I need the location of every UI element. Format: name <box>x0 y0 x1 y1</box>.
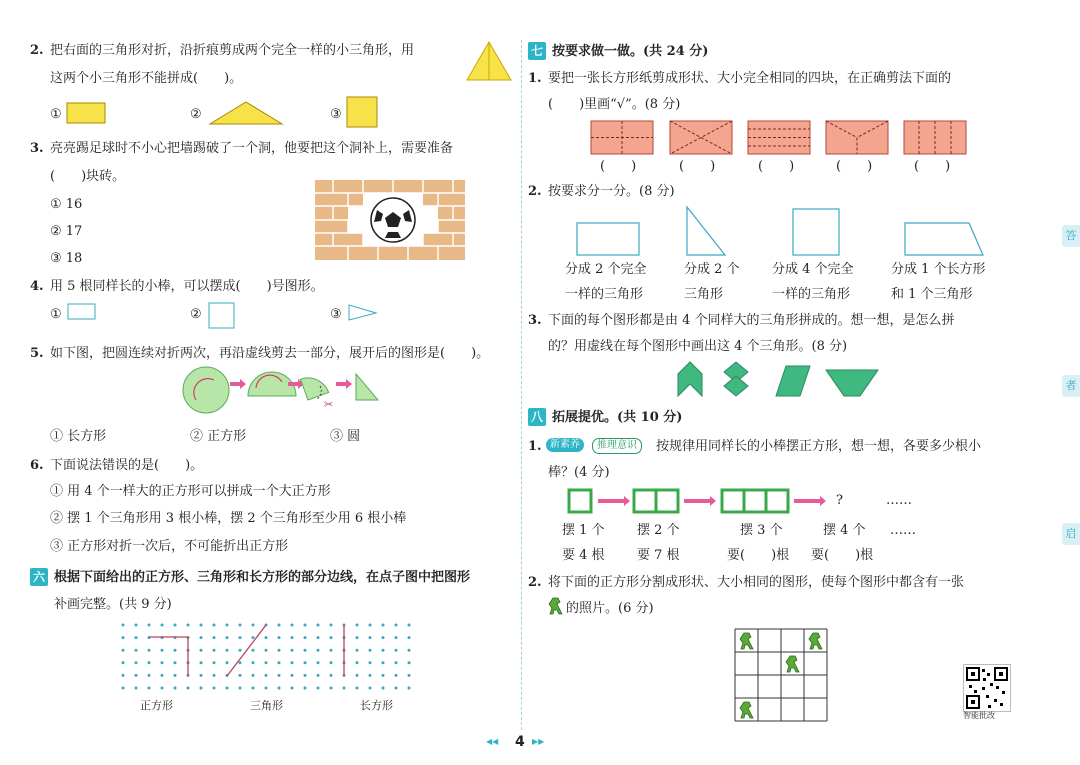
grid-dot <box>226 661 229 664</box>
grid-dot <box>135 687 138 690</box>
q2-big-triangle <box>465 40 513 82</box>
circle-folding-diagram <box>182 364 382 416</box>
dinosaur-photo <box>740 702 753 718</box>
q5-opt3: ③ 圆 <box>330 429 361 444</box>
side-tab-3: 启 <box>1062 523 1080 545</box>
r1-paren-5[interactable]: ( ) <box>914 159 951 174</box>
dinosaur-photo-icon <box>546 594 564 616</box>
photo-grid <box>734 628 828 722</box>
grid-dot <box>408 624 411 627</box>
q2-opt1-label: ① <box>50 107 62 122</box>
grid-dot <box>122 624 125 627</box>
grid-dot <box>356 661 359 664</box>
page-number: 4 <box>515 734 525 750</box>
e1-tag-literacy: 新素养 <box>546 438 584 452</box>
r1-number: 1. <box>528 71 542 86</box>
q6-opt1: ① 用 4 个一样大的正方形可以拼成一个大正方形 <box>50 484 331 499</box>
grid-dot <box>200 674 203 677</box>
q6-number: 6. <box>30 458 44 473</box>
r2-number: 2. <box>528 184 542 199</box>
grid-dot <box>408 649 411 652</box>
dotgrid-label-square: 正方形 <box>140 699 173 712</box>
grid-dot <box>239 649 242 652</box>
r1-paren-4[interactable]: ( ) <box>836 159 873 174</box>
dinosaur-photo <box>786 656 799 672</box>
q4-opt1-label: ① <box>50 307 62 322</box>
e1-tag-reasoning: 推理意识 <box>592 438 642 454</box>
r2-caption4-line1: 分成 1 个长方形 <box>891 262 986 277</box>
grid-dot <box>304 687 307 690</box>
grid-dot <box>135 649 138 652</box>
r1-paren-1[interactable]: ( ) <box>600 159 637 174</box>
e1-row1-3: 摆 3 个 <box>740 523 783 538</box>
grid-dot <box>213 687 216 690</box>
grid-dot <box>265 649 268 652</box>
grid-dot <box>174 687 177 690</box>
section-seven-title: 按要求做一做。(共 24 分) <box>552 44 709 59</box>
q6-text: 下面说法错误的是( )。 <box>50 458 204 473</box>
grid-dot <box>161 661 164 664</box>
grid-dot <box>122 687 125 690</box>
e1-row2-3[interactable]: 要( )根 <box>727 548 790 563</box>
grid-dot <box>278 661 281 664</box>
grid-dot <box>161 649 164 652</box>
e1-row2-1: 要 4 根 <box>562 548 605 563</box>
e1-line2: 棒？(4 分) <box>548 465 610 480</box>
grid-dot <box>356 674 359 677</box>
grid-dot <box>187 687 190 690</box>
e1-row2-4[interactable]: 要( )根 <box>811 548 874 563</box>
dotgrid-label-triangle: 三角形 <box>250 699 283 712</box>
grid-dot <box>161 687 164 690</box>
side-tab-2: 者 <box>1062 375 1080 397</box>
r1-paren-2[interactable]: ( ) <box>679 159 716 174</box>
paper-cut-options <box>590 120 970 156</box>
q2-opt3-label: ③ <box>330 107 342 122</box>
grid-dot <box>122 674 125 677</box>
grid-dot <box>213 661 216 664</box>
r2-caption3-line1: 分成 4 个完全 <box>772 262 854 277</box>
grid-dot <box>317 674 320 677</box>
dinosaur-photo <box>809 633 822 649</box>
grid-dot <box>382 649 385 652</box>
r3-line1: 下面的每个图形都是由 4 个同样大的三角形拼成的。想一想，是怎么拼 <box>548 313 955 328</box>
grid-dot <box>317 624 320 627</box>
section-seven-badge: 七 <box>528 42 546 60</box>
e1-row2-2: 要 7 根 <box>637 548 680 563</box>
grid-dot <box>239 661 242 664</box>
grid-dot <box>330 636 333 639</box>
e1-number: 1. <box>528 439 542 454</box>
q6-opt3: ③ 正方形对折一次后，不可能折出正方形 <box>50 539 289 554</box>
grid-dot <box>408 636 411 639</box>
grid-dot <box>200 661 203 664</box>
r2-caption1-line1: 分成 2 个完全 <box>565 262 647 277</box>
r2-caption4-line2: 和 1 个三角形 <box>891 287 973 302</box>
grid-dot <box>395 687 398 690</box>
q2-opt2-triangle <box>208 100 284 126</box>
division-shapes <box>575 205 995 257</box>
r2-caption3-line2: 一样的三角形 <box>772 287 851 302</box>
grid-dot <box>395 661 398 664</box>
grid-dot <box>317 661 320 664</box>
dotgrid-label-rectangle: 长方形 <box>360 699 393 712</box>
q3-number: 3. <box>30 141 44 156</box>
grid-dot <box>265 636 268 639</box>
q3-opt1: ① 16 <box>50 197 83 212</box>
grid-dot <box>291 624 294 627</box>
grid-dot <box>291 661 294 664</box>
svg-text:✂: ✂ <box>324 398 334 411</box>
section-eight-title: 拓展提优。(共 10 分) <box>552 410 683 425</box>
grid-dot <box>122 649 125 652</box>
grid-dot <box>369 636 372 639</box>
next-page-arrows[interactable]: ▶▶ <box>532 737 545 746</box>
qr-code[interactable] <box>963 664 1011 712</box>
grid-dot <box>304 674 307 677</box>
r2-caption2-line1: 分成 2 个 <box>684 262 740 277</box>
grid-dot <box>317 649 320 652</box>
grid-dot <box>330 624 333 627</box>
q6-opt2: ② 摆 1 个三角形用 3 根小棒，摆 2 个三角形至少用 6 根小棒 <box>50 511 407 526</box>
grid-dot <box>395 636 398 639</box>
q5-text: 如下图，把圆连续对折两次，再沿虚线剪去一部分，展开后的图形是( )。 <box>50 346 490 361</box>
e1-question-mark: ? <box>836 493 843 508</box>
grid-dot <box>330 674 333 677</box>
grid-dot <box>239 674 242 677</box>
grid-dot <box>291 674 294 677</box>
grid-dot <box>395 649 398 652</box>
grid-dot <box>239 636 242 639</box>
grid-dot <box>343 687 346 690</box>
grid-dot <box>291 636 294 639</box>
grid-dot <box>278 687 281 690</box>
grid-dot <box>382 687 385 690</box>
grid-dot <box>122 636 125 639</box>
grid-dot <box>226 687 229 690</box>
q4-opt2-label: ② <box>190 307 202 322</box>
grid-dot <box>135 624 138 627</box>
grid-dot <box>213 636 216 639</box>
q4-text: 用 5 根同样长的小棒，可以摆成( )号图形。 <box>50 279 324 294</box>
grid-dot <box>252 649 255 652</box>
grid-dot <box>135 674 138 677</box>
grid-dot <box>213 649 216 652</box>
grid-dot <box>187 624 190 627</box>
brick-wall-image <box>315 180 465 260</box>
section-eight-badge: 八 <box>528 408 546 426</box>
grid-dot <box>278 674 281 677</box>
grid-dot <box>148 674 151 677</box>
grid-dot <box>317 636 320 639</box>
grid-dot <box>148 624 151 627</box>
grid-dot <box>174 649 177 652</box>
grid-dot <box>122 661 125 664</box>
grid-dot <box>382 636 385 639</box>
grid-dot <box>174 674 177 677</box>
q5-opt2: ② 正方形 <box>190 429 247 444</box>
column-divider <box>521 40 522 730</box>
grid-dot <box>304 661 307 664</box>
grid-dot <box>148 649 151 652</box>
q2-number: 2. <box>30 43 44 58</box>
grid-dot <box>239 687 242 690</box>
grid-dot <box>382 661 385 664</box>
q4-opt1-rect <box>67 303 97 321</box>
q2-opt3-square <box>346 96 380 128</box>
dinosaur-photo <box>740 633 753 649</box>
grid-dot <box>148 661 151 664</box>
grid-dot <box>213 674 216 677</box>
grid-dot <box>200 687 203 690</box>
grid-dot <box>278 624 281 627</box>
grid-dot <box>226 624 229 627</box>
grid-dot <box>395 624 398 627</box>
grid-dot <box>135 636 138 639</box>
grid-dot <box>369 687 372 690</box>
e2-line2: 的照片。(6 分) <box>566 601 654 616</box>
grid-dot <box>382 624 385 627</box>
grid-dot <box>252 624 255 627</box>
grid-dot <box>382 674 385 677</box>
r3-number: 3. <box>528 313 542 328</box>
r1-line1: 要把一张长方形纸剪成形状、大小完全相同的四块，在正确剪法下面的 <box>548 71 952 86</box>
q4-opt2-square <box>208 302 236 330</box>
q4-number: 4. <box>30 279 44 294</box>
e1-line1: 按规律用同样长的小棒摆正方形，想一想，各要多少根小 <box>656 439 982 454</box>
grid-dot <box>369 661 372 664</box>
grid-dot <box>265 674 268 677</box>
grid-dot <box>148 687 151 690</box>
q5-opt1: ① 长方形 <box>50 429 107 444</box>
grid-dot <box>408 674 411 677</box>
grid-dot <box>174 624 177 627</box>
grid-dot <box>278 649 281 652</box>
grid-dot <box>239 624 242 627</box>
q3-opt3: ③ 18 <box>50 251 83 266</box>
grid-dot <box>278 636 281 639</box>
grid-dot <box>356 687 359 690</box>
e2-line1: 将下面的正方形分割成形状、大小相同的图形，使每个图形中都含有一张 <box>548 575 965 590</box>
r2-caption1-line2: 一样的三角形 <box>565 287 644 302</box>
grid-dot <box>369 674 372 677</box>
prev-page-arrows[interactable]: ◀◀ <box>486 737 499 746</box>
side-tab-1: 答 <box>1062 225 1080 247</box>
grid-dot <box>304 624 307 627</box>
grid-dot <box>356 649 359 652</box>
e1-row1-4: 摆 4 个 <box>823 523 866 538</box>
grid-dot <box>304 649 307 652</box>
grid-dot <box>330 661 333 664</box>
section-six-badge: 六 <box>30 568 48 586</box>
grid-dot <box>408 661 411 664</box>
grid-dot <box>356 624 359 627</box>
grid-dot <box>200 636 203 639</box>
grid-dot <box>369 649 372 652</box>
q3-line1: 亮亮踢足球时不小心把墙踢破了一个洞，他要把这个洞补上，需要准备 <box>50 141 454 156</box>
grid-dot <box>265 687 268 690</box>
q4-opt3-triangle <box>348 304 378 322</box>
grid-dot <box>161 674 164 677</box>
grid-dot <box>252 661 255 664</box>
r1-paren-3[interactable]: ( ) <box>758 159 795 174</box>
q3-opt2: ② 17 <box>50 224 83 239</box>
grid-dot <box>330 687 333 690</box>
grid-dot <box>304 636 307 639</box>
q2-opt1-rect <box>66 102 106 124</box>
grid-dot <box>317 687 320 690</box>
grid-dot <box>265 661 268 664</box>
q2-line2: 这两个小三角形不能拼成( )。 <box>50 71 243 86</box>
section-six-line1: 根据下面给出的正方形、三角形和长方形的部分边线，在点子图中把图形 <box>54 570 471 585</box>
dot-grid <box>122 622 417 690</box>
q3-line2: ( )块砖。 <box>50 169 126 184</box>
grid-dot <box>291 649 294 652</box>
e2-number: 2. <box>528 575 542 590</box>
e1-row1-2: 摆 2 个 <box>637 523 680 538</box>
q2-opt2-label: ② <box>190 107 202 122</box>
r2-title: 按要求分一分。(8 分) <box>548 184 675 199</box>
grid-dot <box>330 649 333 652</box>
e1-ellipsis: …… <box>886 493 912 508</box>
grid-dot <box>291 687 294 690</box>
grid-dot <box>252 674 255 677</box>
grid-dot <box>135 661 138 664</box>
grid-dot <box>200 624 203 627</box>
grid-dot <box>408 687 411 690</box>
qr-label: 智能批改 <box>963 711 995 720</box>
grid-dot <box>369 624 372 627</box>
grid-dot <box>395 674 398 677</box>
e1-row1-5: …… <box>890 523 916 538</box>
grid-dot <box>226 636 229 639</box>
grid-dot <box>174 661 177 664</box>
q2-line1: 把右面的三角形对折，沿折痕剪成两个完全一样的小三角形，用 <box>50 43 415 58</box>
matchstick-squares-sequence <box>566 486 856 516</box>
section-six-line2: 补画完整。(共 9 分) <box>54 597 172 612</box>
r2-caption2-line2: 三角形 <box>684 287 724 302</box>
grid-dot <box>161 624 164 627</box>
grid-dot <box>252 636 255 639</box>
grid-dot <box>213 624 216 627</box>
composite-shapes <box>676 360 886 400</box>
grid-dot <box>252 687 255 690</box>
grid-dot <box>200 649 203 652</box>
q4-opt3-label: ③ <box>330 307 342 322</box>
r3-line2: 的？用虚线在每个图形中画出这 4 个三角形。(8 分) <box>548 339 848 354</box>
e1-row1-1: 摆 1 个 <box>562 523 605 538</box>
grid-dot <box>356 636 359 639</box>
grid-dot <box>226 649 229 652</box>
r1-line2: ( )里画“√”。(8 分) <box>548 97 681 112</box>
q5-number: 5. <box>30 346 44 361</box>
